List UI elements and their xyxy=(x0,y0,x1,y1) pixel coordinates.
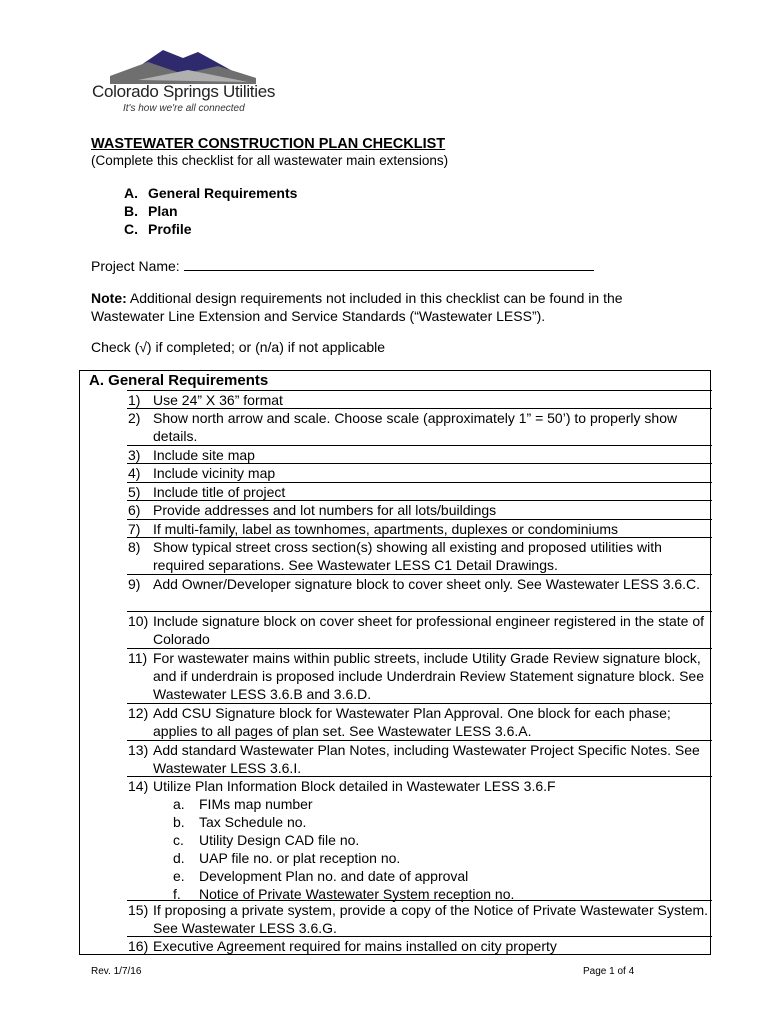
row-number: 9) xyxy=(128,576,141,592)
sub-item-text: FIMs map number xyxy=(199,796,313,812)
sub-item-text: Development Plan no. and date of approval xyxy=(199,868,469,884)
row-number: 15) xyxy=(128,902,149,918)
table-row xyxy=(127,611,712,648)
section-item xyxy=(124,202,297,220)
row-text: Utilize Plan Information Block detailed in Wastewater LESS 3.6.F xyxy=(153,778,556,794)
table-row xyxy=(127,900,712,936)
sub-item-text: Notice of Private Wastewater System reception no. xyxy=(199,886,515,902)
sub-item xyxy=(153,795,709,813)
row-number: 3) xyxy=(128,447,141,463)
sub-item-text: Tax Schedule no. xyxy=(199,814,307,830)
sub-item xyxy=(153,813,709,831)
section-item xyxy=(124,184,297,202)
logo-tagline: It's how we're all connected xyxy=(123,103,245,114)
row-text: Add CSU Signature block for Wastewater Plan Approval. One block for each phase; applies to all pages of plan set. See Wastewater LESS 3.6.A. xyxy=(153,705,671,739)
project-name-blank[interactable] xyxy=(184,256,594,271)
note-label: Note: xyxy=(91,290,127,306)
row-number: 13) xyxy=(128,742,149,758)
revision-date: Rev. 1/7/16 xyxy=(91,966,142,977)
table-row xyxy=(127,390,712,408)
table-row xyxy=(127,740,712,776)
row-text: Show north arrow and scale. Choose scale (approximately 1” = 50’) to properly show details. xyxy=(153,410,678,444)
row-text: Include site map xyxy=(153,447,255,463)
row-content xyxy=(153,777,709,903)
section-item xyxy=(124,220,297,238)
mountain-logo-icon xyxy=(108,44,258,84)
sub-item-letter: e. xyxy=(173,868,185,884)
note-paragraph xyxy=(91,289,691,325)
table-row xyxy=(127,537,712,574)
row-number: 16) xyxy=(128,938,149,954)
row-text: Add Owner/Developer signature block to cover sheet only. See Wastewater LESS 3.6.C. xyxy=(153,576,701,592)
row-text: Use 24” X 36” format xyxy=(153,392,283,408)
project-name-label: Project Name: xyxy=(91,258,180,274)
row-text: If multi-family, label as townhomes, apartments, duplexes or condominiums xyxy=(153,521,619,537)
row-text: Include vicinity map xyxy=(153,465,276,481)
sub-item-letter: b. xyxy=(173,814,185,830)
table-row xyxy=(127,936,712,954)
project-name-field xyxy=(91,256,594,274)
table-row xyxy=(127,500,712,519)
table-row xyxy=(127,776,712,900)
section-label: Plan xyxy=(148,203,178,219)
sub-item-letter: a. xyxy=(173,796,185,812)
section-letter: A. xyxy=(124,185,138,201)
section-label: Profile xyxy=(148,221,192,237)
page-subtitle: (Complete this checklist for all wastewater main extensions) xyxy=(91,153,449,168)
table-row xyxy=(127,482,712,500)
row-number: 6) xyxy=(128,502,141,518)
table-heading-text: A. General Requirements xyxy=(89,372,269,389)
sub-item-letter: f. xyxy=(173,886,181,902)
sub-item xyxy=(153,867,709,885)
checklist-table xyxy=(79,370,711,955)
row-number: 10) xyxy=(128,613,149,629)
table-row xyxy=(127,703,712,740)
row-text: Provide addresses and lot numbers for all lots/buildings xyxy=(153,502,497,518)
check-instruction: Check (√) if completed; or (n/a) if not applicable xyxy=(91,339,386,355)
row-text: Include title of project xyxy=(153,484,286,500)
row-number: 8) xyxy=(128,539,141,555)
company-logo xyxy=(90,40,280,120)
note-text: Additional design requirements not included in this checklist can be found in the Wastewater Line Extension and Service Standards (“Wastewater LESS”). xyxy=(91,290,623,324)
sub-item-text: UAP file no. or plat reception no. xyxy=(199,850,401,866)
sub-item xyxy=(153,849,709,867)
row-text: Executive Agreement required for mains installed on city property xyxy=(153,938,557,954)
sub-item-letter: d. xyxy=(173,850,185,866)
row-number: 14) xyxy=(128,778,149,794)
section-letter: B. xyxy=(124,203,138,219)
table-row xyxy=(127,445,712,463)
row-text: Add standard Wastewater Plan Notes, including Wastewater Project Specific Notes. See Wastewater LESS 3.6.I. xyxy=(153,742,700,776)
row-number: 4) xyxy=(128,465,141,481)
sub-item-letter: c. xyxy=(173,832,184,848)
row-number: 2) xyxy=(128,410,141,426)
row-text: Show typical street cross section(s) showing all existing and proposed utilities with required separations. See Wastewater LESS C1 Detail Drawings. xyxy=(153,539,662,573)
table-row xyxy=(127,574,712,611)
logo-name: Colorado Springs Utilities xyxy=(92,82,276,101)
row-number: 12) xyxy=(128,705,149,721)
row-number: 11) xyxy=(128,650,148,666)
section-label: General Requirements xyxy=(148,185,298,201)
table-row xyxy=(127,408,712,445)
sub-item-text: Utility Design CAD file no. xyxy=(199,832,360,848)
table-heading xyxy=(80,371,712,390)
sub-item-list xyxy=(153,795,709,903)
section-letter: C. xyxy=(124,221,138,237)
section-list xyxy=(124,184,297,238)
row-text: If proposing a private system, provide a copy of the Notice of Private Wastewater System. See Wastewater LESS 3.6.G. xyxy=(153,902,709,936)
table-row xyxy=(127,519,712,537)
row-number: 1) xyxy=(128,392,141,408)
table-row xyxy=(127,463,712,482)
row-number: 5) xyxy=(128,484,141,500)
row-number: 7) xyxy=(128,521,141,537)
sub-item xyxy=(153,831,709,849)
table-row xyxy=(127,648,712,703)
page-number: Page 1 of 4 xyxy=(583,966,635,977)
page-title: WASTEWATER CONSTRUCTION PLAN CHECKLIST xyxy=(91,136,446,152)
row-text: For wastewater mains within public streets, include Utility Grade Review signature block, and if underdrain is proposed include Underdrain Review Statement signature block. See Wastewater LESS 3.6.B and 3.6.D. xyxy=(153,650,704,702)
row-text: Include signature block on cover sheet for professional engineer registered in the state of Colorado xyxy=(153,613,704,647)
